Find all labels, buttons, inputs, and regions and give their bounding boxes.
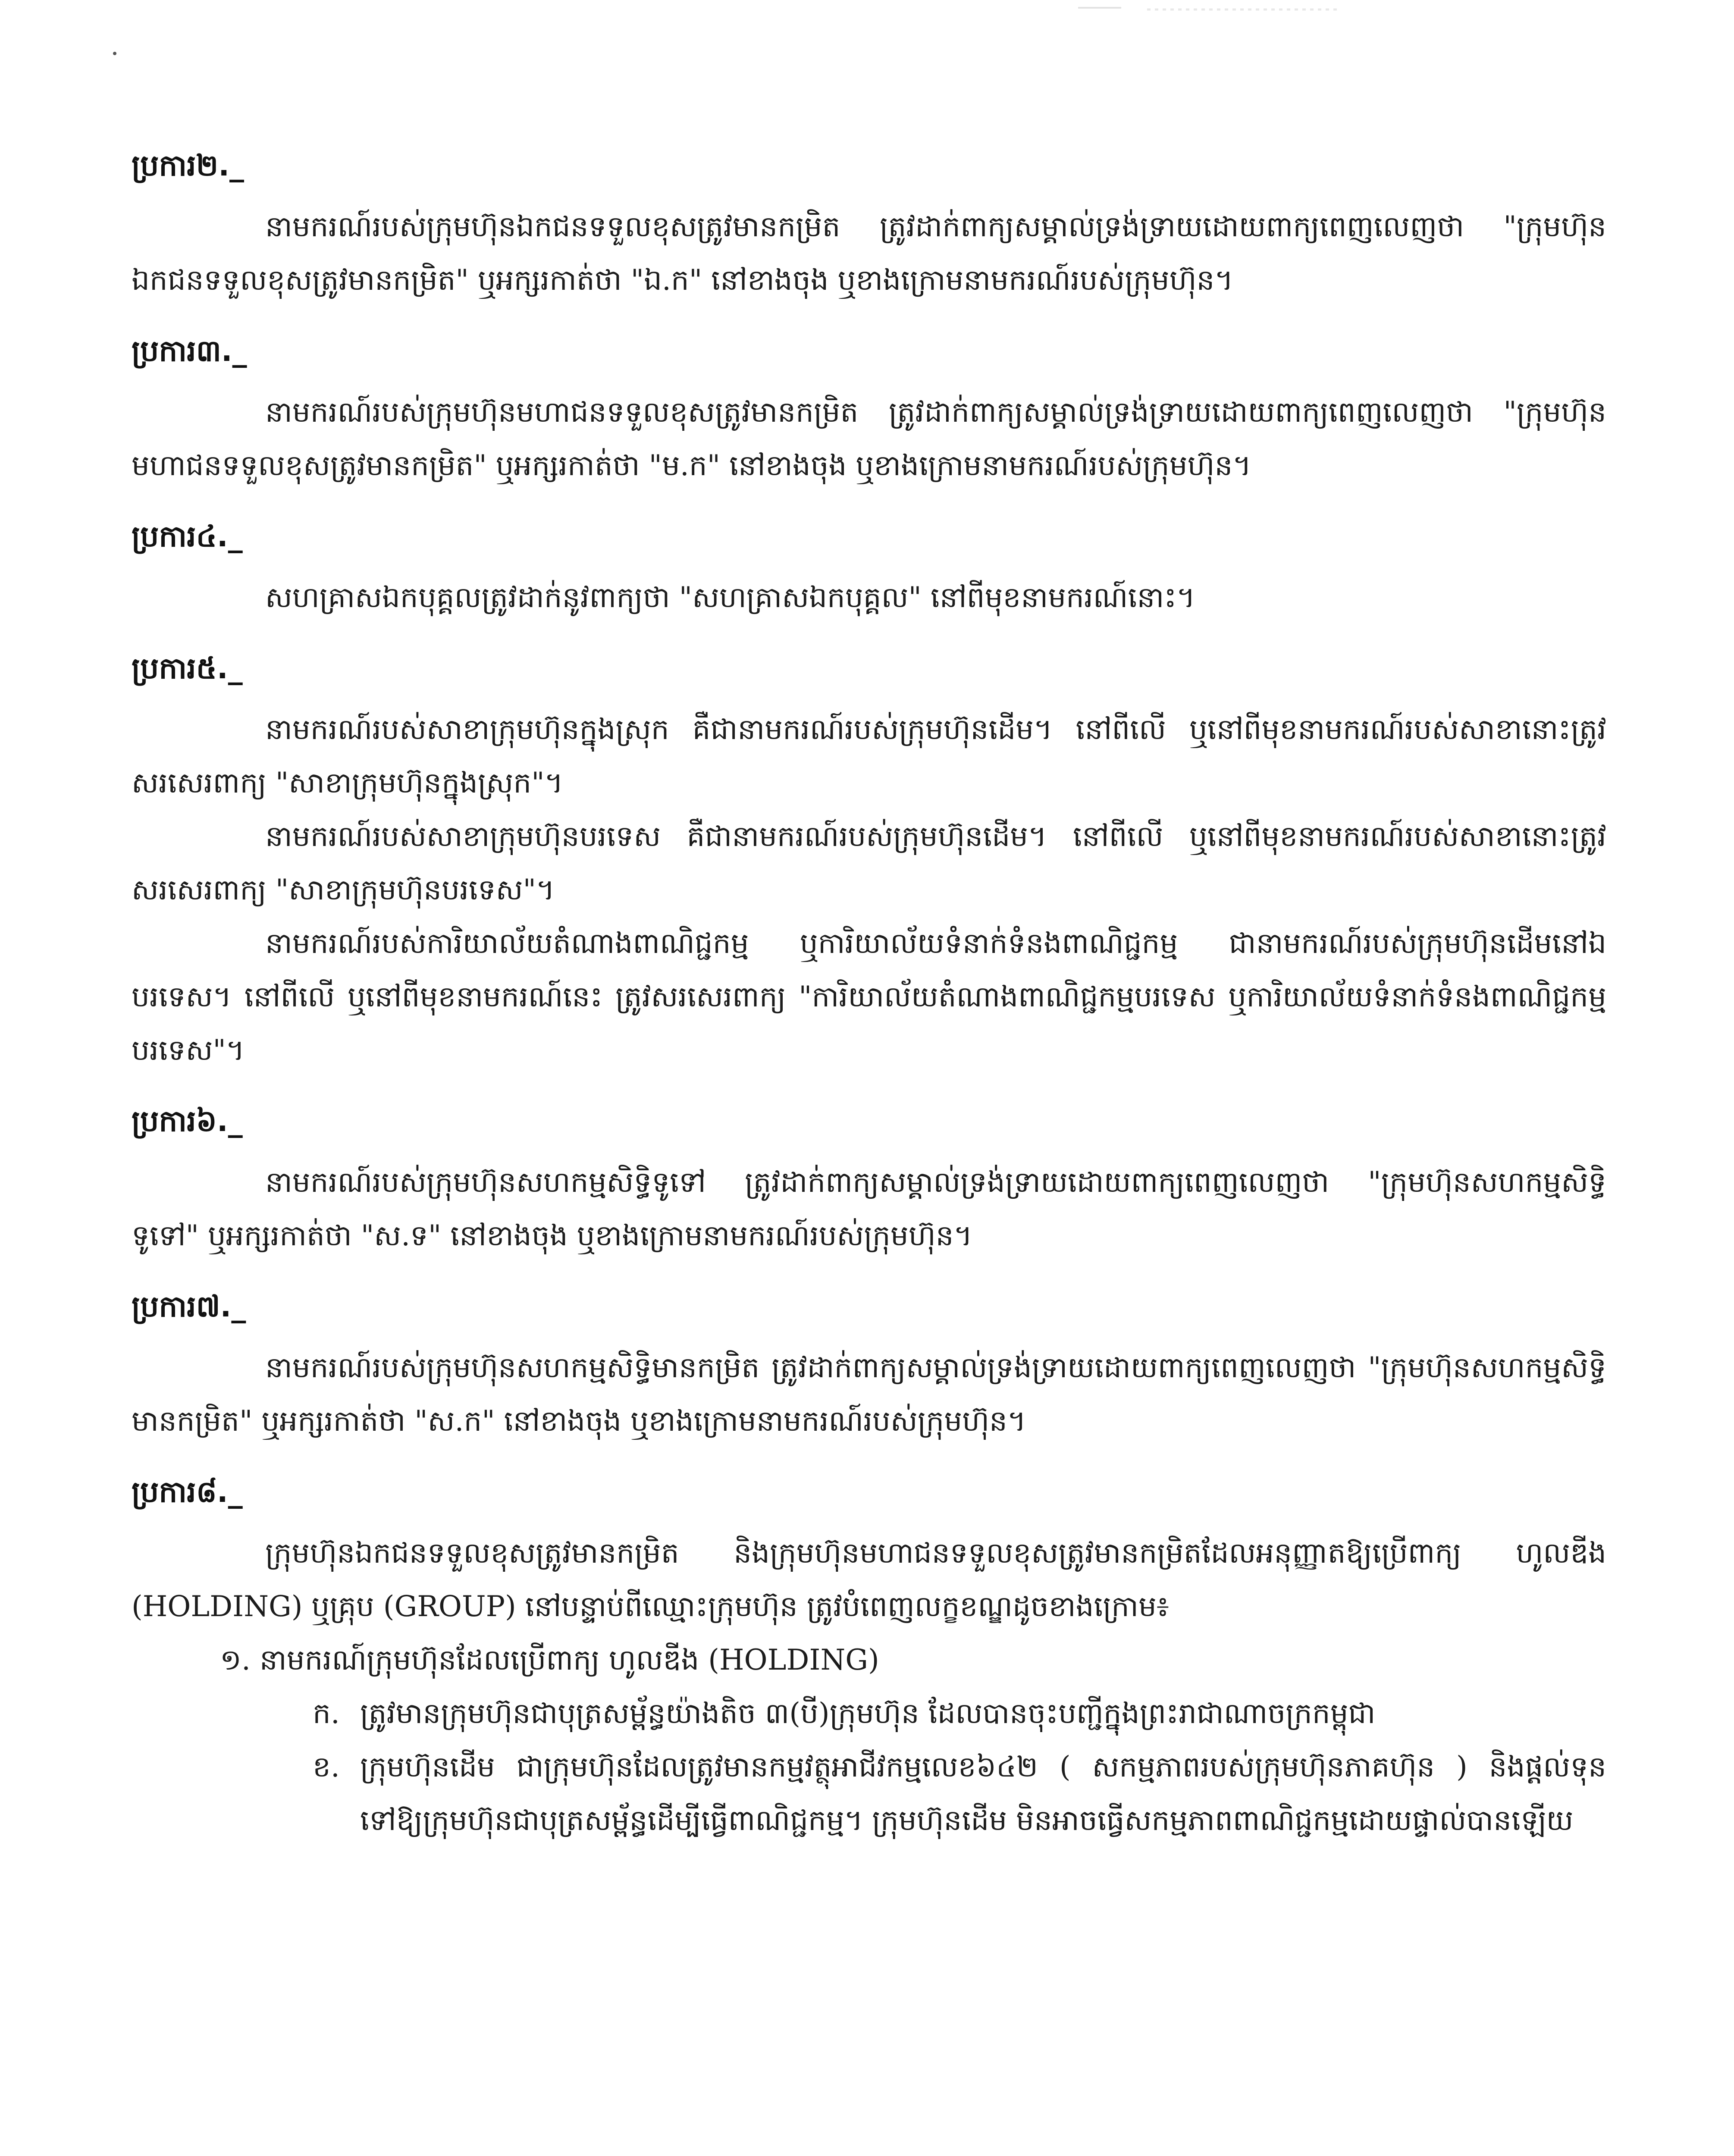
list-item: ១. នាមករណ៍ក្រុមហ៊ុនដែលប្រើពាក្យ ហូលឌីង (HOLDING): [220, 1643, 879, 1677]
document-body: [132, 142, 1606, 1868]
article-title: ប្រការ២._: [132, 149, 245, 183]
article-title: ប្រការ៤._: [132, 520, 243, 554]
article-paragraph: សហគ្រាសឯកបុគ្គលត្រូវដាក់នូវពាក្យថា "សហគ្រាសឯកបុគ្គល" នៅពីមុខនាមករណ៍នោះ។: [265, 581, 1195, 614]
sub-list-marker: ក.: [313, 1697, 340, 1730]
article-title: ប្រការ៦._: [132, 1104, 243, 1138]
sub-list-text: ត្រូវមានក្រុមហ៊ុនជាបុត្រសម្ព័ន្ធយ៉ាងតិច ៣(បី)ក្រុមហ៊ុន ដែលបានចុះបញ្ជីក្នុងព្រះរាជាណាចក្រកម្ពុជា: [360, 1697, 1376, 1730]
article-6: [132, 1098, 1606, 1263]
article-5: [132, 645, 1606, 1077]
sub-list-item: [313, 1687, 1606, 1740]
sub-list-item: [313, 1740, 1606, 1847]
article-4: [132, 513, 1606, 624]
article-paragraph: ក្រុមហ៊ុនឯកជនទទួលខុសត្រូវមានកម្រិត និងក្រុមហ៊ុនមហាជនទទួលខុសត្រូវមានកម្រិតដែលអនុញ្ញាតឱ្យប្រើពាក្យ ហូលឌីង (HOLDING) ឬគ្រុប (GROUP) នៅបន្ទាប់ពីឈ្មោះក្រុមហ៊ុន ត្រូវបំពេញលក្ខខណ្ឌដូចខាងក្រោម៖: [132, 1536, 1606, 1623]
article-paragraph: នាមករណ៍របស់ការិយាល័យតំណាងពាណិជ្ជកម្ម ឬការិយាល័យទំនាក់ទំនងពាណិជ្ជកម្ម ជានាមករណ៍របស់ក្រុមហ៊ុនដើមនៅឯបរទេស។ នៅពីលើ ឬនៅពីមុខនាមករណ៍នេះ ត្រូវសរសេរពាក្យ "ការិយាល័យតំណាងពាណិជ្ជកម្មបរទេស ឬការិយាល័យទំនាក់ទំនងពាណិជ្ជកម្មបរទេស"។: [132, 927, 1606, 1067]
article-3: [132, 328, 1606, 492]
article-paragraph: នាមករណ៍របស់ក្រុមហ៊ុនឯកជនទទួលខុសត្រូវមានកម្រិត ត្រូវដាក់ពាក្យសម្គាល់ទ្រង់ទ្រាយដោយពាក្យពេញលេញថា "ក្រុមហ៊ុនឯកជនទទួលខុសត្រូវមានកម្រិត" ឬអក្សរកាត់ថា "ឯ.ក" នៅខាងចុង ឬខាងក្រោមនាមករណ៍របស់ក្រុមហ៊ុន។: [132, 210, 1606, 297]
scan-speck: [113, 52, 116, 55]
article-paragraph: នាមករណ៍របស់ក្រុមហ៊ុនមហាជនទទួលខុសត្រូវមានកម្រិត ត្រូវដាក់ពាក្យសម្គាល់ទ្រង់ទ្រាយដោយពាក្យពេញលេញថា "ក្រុមហ៊ុនមហាជនទទួលខុសត្រូវមានកម្រិត" ឬអក្សរកាត់ថា "ម.ក" នៅខាងចុង ឬខាងក្រោមនាមករណ៍របស់ក្រុមហ៊ុន។: [132, 395, 1606, 482]
article-2: [132, 142, 1606, 307]
article-title: ប្រការ៧._: [132, 1290, 246, 1324]
article-title: ប្រការ៣._: [132, 334, 247, 368]
article-paragraph: នាមករណ៍របស់សាខាក្រុមហ៊ុនបរទេស គឺជានាមករណ៍របស់ក្រុមហ៊ុនដើម។ នៅពីលើ ឬនៅពីមុខនាមករណ៍របស់សាខានោះត្រូវសរសេរពាក្យ "សាខាក្រុមហ៊ុនបរទេស"។: [132, 820, 1606, 906]
article-title: ប្រការ៨._: [132, 1475, 243, 1509]
article-paragraph: នាមករណ៍របស់សាខាក្រុមហ៊ុនក្នុងស្រុក គឺជានាមករណ៍របស់ក្រុមហ៊ុនដើម។ នៅពីលើ ឬនៅពីមុខនាមករណ៍របស់សាខានោះត្រូវសរសេរពាក្យ "សាខាក្រុមហ៊ុនក្នុងស្រុក"។: [132, 713, 1606, 799]
article-8: [132, 1469, 1606, 1847]
article-7: [132, 1283, 1606, 1448]
article-paragraph: នាមករណ៍របស់ក្រុមហ៊ុនសហកម្មសិទ្ធិមានកម្រិត ត្រូវដាក់ពាក្យសម្គាល់ទ្រង់ទ្រាយដោយពាក្យពេញលេញថា "ក្រុមហ៊ុនសហកម្មសិទ្ធិមានកម្រិត" ឬអក្សរកាត់ថា "ស.ក" នៅខាងចុង ឬខាងក្រោមនាមករណ៍របស់ក្រុមហ៊ុន។: [132, 1351, 1606, 1438]
article-paragraph: នាមករណ៍របស់ក្រុមហ៊ុនសហកម្មសិទ្ធិទូទៅ ត្រូវដាក់ពាក្យសម្គាល់ទ្រង់ទ្រាយដោយពាក្យពេញលេញថា "ក្រុមហ៊ុនសហកម្មសិទ្ធិទូទៅ" ឬអក្សរកាត់ថា "ស.ទ" នៅខាងចុង ឬខាងក្រោមនាមករណ៍របស់ក្រុមហ៊ុន។: [132, 1166, 1606, 1252]
article-title: ប្រការ៥._: [132, 652, 243, 686]
sub-list-text: ក្រុមហ៊ុនដើម ជាក្រុមហ៊ុនដែលត្រូវមានកម្មវត្ថុអាជីវកម្មលេខ៦៤២ ( សកម្មភាពរបស់ក្រុមហ៊ុនភាគហ៊ុន ) និងផ្តល់ទុនទៅឱ្យក្រុមហ៊ុនជាបុត្រសម្ព័ន្ធដើម្បីធ្វើពាណិជ្ជកម្ម។ ក្រុមហ៊ុនដើម មិនអាចធ្វើសកម្មភាពពាណិជ្ជកម្មដោយផ្ទាល់បានឡើយ: [360, 1750, 1606, 1837]
scan-artifact: [1069, 0, 1345, 17]
sub-list-marker: ខ.: [313, 1750, 340, 1783]
